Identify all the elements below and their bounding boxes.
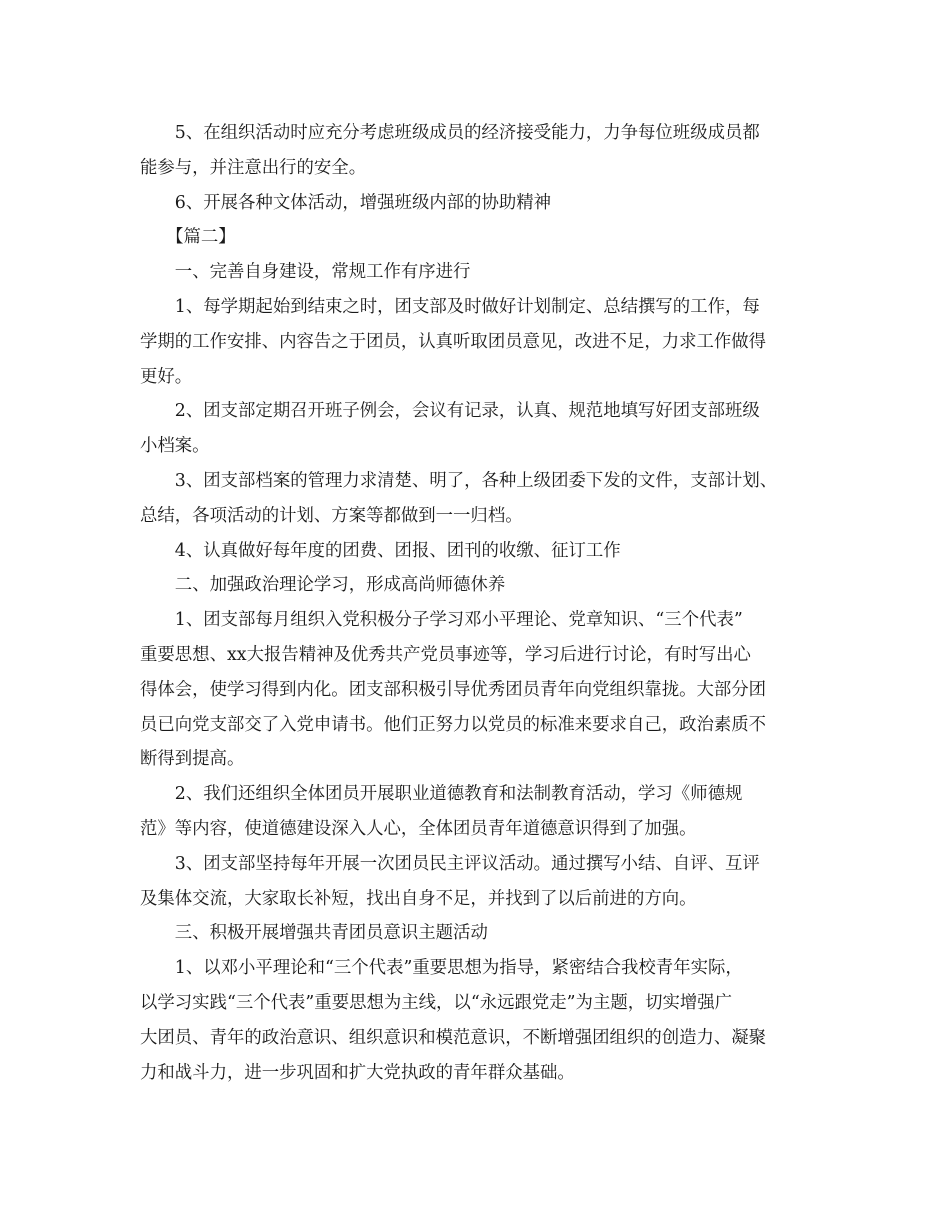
- text-line: 6、开展各种文体活动，增强班级内部的协助精神: [174, 192, 552, 213]
- document-page: [140, 116, 830, 1090]
- paragraph-1-3: [140, 464, 830, 534]
- paragraph-2-2: [140, 777, 830, 847]
- text-line: 1、以邓小平理论和“三个代表”重要思想为指导，紧密结合我校青年实际，: [174, 958, 743, 979]
- text-line: 重要思想、xx大报告精神及优秀共产党员事迹等，学习后进行讨论，有时写出心: [140, 644, 751, 665]
- text-line: 能参与，并注意出行的安全。: [140, 157, 367, 178]
- text-line: 更好。: [140, 366, 193, 387]
- text-line: 总结，各项活动的计划、方案等都做到一一归档。: [140, 505, 523, 526]
- section-tag: [140, 220, 830, 255]
- text-line: 小档案。: [140, 436, 210, 457]
- text-line: 大团员、青年的政治意识、组织意识和模范意识，不断增强团组织的创造力、凝聚: [140, 1027, 767, 1048]
- text-line: 断得到提高。: [140, 749, 245, 770]
- paragraph-item-6: [140, 186, 830, 221]
- text-line: 以学习实践“三个代表”重要思想为主线，以“永远跟党走”为主题，切实增强广: [140, 992, 733, 1013]
- text-line: 1、团支部每月组织入党积极分子学习邓小平理论、党章知识、“三个代表”: [174, 610, 743, 631]
- text-line: 2、团支部定期召开班子例会，会议有记录，认真、规范地填写好团支部班级: [174, 401, 760, 422]
- section-heading-3: [140, 916, 830, 951]
- text-line: 力和战斗力，进一步巩固和扩大党执政的青年群众基础。: [140, 1062, 575, 1083]
- heading-text: 一、完善自身建设，常规工作有序进行: [174, 262, 471, 283]
- heading-text: 二、加强政治理论学习，形成高尚师德休养: [174, 575, 506, 596]
- text-line: 学期的工作安排、内容告之于团员，认真听取团员意见，改进不足，力求工作做得: [140, 331, 767, 352]
- section-tag-text: 【篇二】: [166, 227, 236, 248]
- text-line: 范》等内容，使道德建设深入人心，全体团员青年道德意识得到了加强。: [140, 818, 697, 839]
- section-heading-2: [140, 568, 830, 603]
- text-line: 员已向党支部交了入党申请书。他们正努力以党员的标准来要求自己，政治素质不: [140, 714, 767, 735]
- heading-text: 三、积极开展增强共青团员意识主题活动: [174, 923, 488, 944]
- text-line: 2、我们还组织全体团员开展职业道德教育和法制教育活动，学习《师德规: [174, 784, 743, 805]
- paragraph-1-2: [140, 394, 830, 464]
- paragraph-3-1: [140, 951, 830, 1090]
- paragraph-1-4: [140, 534, 830, 569]
- section-heading-1: [140, 255, 830, 290]
- text-line: 5、在组织活动时应充分考虑班级成员的经济接受能力，力争每位班级成员都: [174, 123, 760, 143]
- text-line: 3、团支部坚持每年开展一次团员民主评议活动。通过撰写小结、自评、互评: [174, 853, 760, 874]
- text-line: 3、团支部档案的管理力求清楚、明了，各种上级团委下发的文件，支部计划、: [174, 470, 778, 491]
- text-line: 4、认真做好每年度的团费、团报、团刊的收缴、征订工作: [174, 540, 621, 561]
- text-line: 得体会，使学习得到内化。团支部积极引导优秀团员青年向党组织靠拢。大部分团: [140, 679, 767, 700]
- paragraph-2-1: [140, 603, 830, 777]
- paragraph-item-5: [140, 116, 830, 186]
- text-line: 1、每学期起始到结束之时，团支部及时做好计划制定、总结撰写的工作，每: [174, 296, 760, 317]
- paragraph-2-3: [140, 847, 830, 917]
- paragraph-1-1: [140, 290, 830, 394]
- text-line: 及集体交流，大家取长补短，找出自身不足，并找到了以后前进的方向。: [140, 888, 697, 909]
